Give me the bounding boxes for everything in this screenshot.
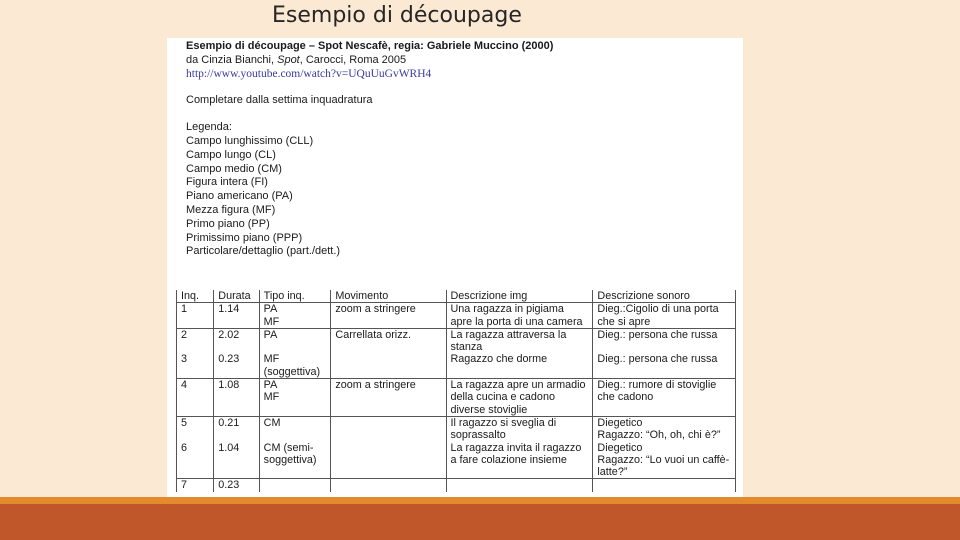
table-cell: 0.23: [214, 353, 259, 378]
column-header: Durata: [214, 290, 259, 303]
table-cell: La ragazza invita il ragazzo a fare colazione insieme: [446, 442, 593, 479]
table-row: [177, 353, 736, 378]
legend-title: Legenda:: [186, 121, 232, 134]
table-cell: Dieg.:Cigolio di una porta che si apre: [593, 303, 736, 329]
table-row: [177, 416, 736, 441]
legend-item: Figura intera (FI): [186, 176, 268, 189]
legend-item: Campo lungo (CL): [186, 148, 276, 161]
table-cell: 3: [177, 353, 214, 378]
table-cell: Il ragazzo si sveglia di soprassalto: [446, 416, 593, 441]
table-cell: 5: [177, 416, 214, 441]
table-cell: [593, 479, 736, 492]
table-cell: PA MF: [259, 379, 331, 417]
column-header: Descrizione img: [446, 290, 593, 303]
table-cell: [331, 416, 446, 441]
table-cell: Diegetico Ragazzo: “Oh, oh, chi è?”: [593, 416, 736, 441]
table-cell: Dieg.: persona che russa: [593, 353, 736, 378]
table-cell: [259, 479, 331, 492]
table-row: [177, 379, 736, 417]
table-cell: 1.04: [214, 442, 259, 479]
legend-item: Primo piano (PP): [186, 217, 270, 230]
table-cell: La ragazza apre un armadio della cucina e cadono diverse stoviglie: [446, 379, 593, 417]
table-cell: [331, 479, 446, 492]
document-source: da Cinzia Bianchi, Spot, Carocci, Roma 2005: [186, 53, 407, 66]
table-cell: 1.08: [214, 379, 259, 417]
legend-item: Particolare/dettaglio (part./dett.): [186, 245, 341, 258]
table-cell: 0.23: [214, 479, 259, 492]
table-cell: 1.14: [214, 303, 259, 329]
table-cell: Una ragazza in pigiama apre la porta di una camera: [446, 303, 593, 329]
table-cell: zoom a stringere: [331, 303, 446, 329]
table-cell: CM (semi-soggettiva): [259, 442, 331, 479]
table-cell: MF (soggettiva): [259, 353, 331, 378]
table-cell: 7: [177, 479, 214, 492]
table-cell: 2.02: [214, 328, 259, 353]
table-cell: 6: [177, 442, 214, 479]
table-cell: Carrellata orizz.: [331, 328, 446, 353]
column-header: Tipo inq.: [259, 290, 331, 303]
table-cell: Dieg.: persona che russa: [593, 328, 736, 353]
table-row: [177, 328, 736, 353]
table-row: [177, 442, 736, 479]
table-cell: 0.21: [214, 416, 259, 441]
table-cell: PA: [259, 328, 331, 353]
document-scan: [167, 38, 743, 498]
column-header: Inq.: [177, 290, 214, 303]
table-cell: La ragazza attraversa la stanza: [446, 328, 593, 353]
table-body: [177, 303, 736, 492]
table-cell: 2: [177, 328, 214, 353]
legend-item: Campo lunghissimo (CLL): [186, 134, 314, 147]
legend-item: Campo medio (CM): [186, 162, 282, 175]
table-cell: Diegetico Ragazzo: “Lo vuoi un caffè-latte?”: [593, 442, 736, 479]
legend-item: Primissimo piano (PPP): [186, 231, 303, 244]
document-title: Esempio di découpage – Spot Nescafè, regia: Gabriele Muccino (2000): [186, 40, 554, 52]
table-row: [177, 303, 736, 329]
table-cell: 1: [177, 303, 214, 329]
footer-band: [0, 497, 960, 540]
table-cell: zoom a stringere: [331, 379, 446, 417]
table-cell: Ragazzo che dorme: [446, 353, 593, 378]
column-header: Movimento: [331, 290, 446, 303]
table-header-row: [177, 290, 736, 303]
table-cell: [331, 353, 446, 378]
table-cell: CM: [259, 416, 331, 441]
legend-item: Piano americano (PA): [186, 190, 293, 203]
decoupage-table: [176, 290, 736, 492]
table-cell: 4: [177, 379, 214, 417]
slide-title: Esempio di découpage: [272, 3, 522, 28]
table-row: [177, 479, 736, 492]
document-header: [186, 40, 736, 259]
table-cell: [331, 442, 446, 479]
instruction-text: Completare dalla settima inquadratura: [186, 94, 373, 107]
legend-item: Mezza figura (MF): [186, 203, 276, 216]
table-cell: PA MF: [259, 303, 331, 329]
table-cell: [446, 479, 593, 492]
legend-list: [186, 135, 736, 259]
column-header: Descrizione sonoro: [593, 290, 736, 303]
video-link[interactable]: http://www.youtube.com/watch?v=UQuUuGvWRH4: [186, 67, 432, 80]
table-cell: Dieg.: rumore di stoviglie che cadono: [593, 379, 736, 417]
